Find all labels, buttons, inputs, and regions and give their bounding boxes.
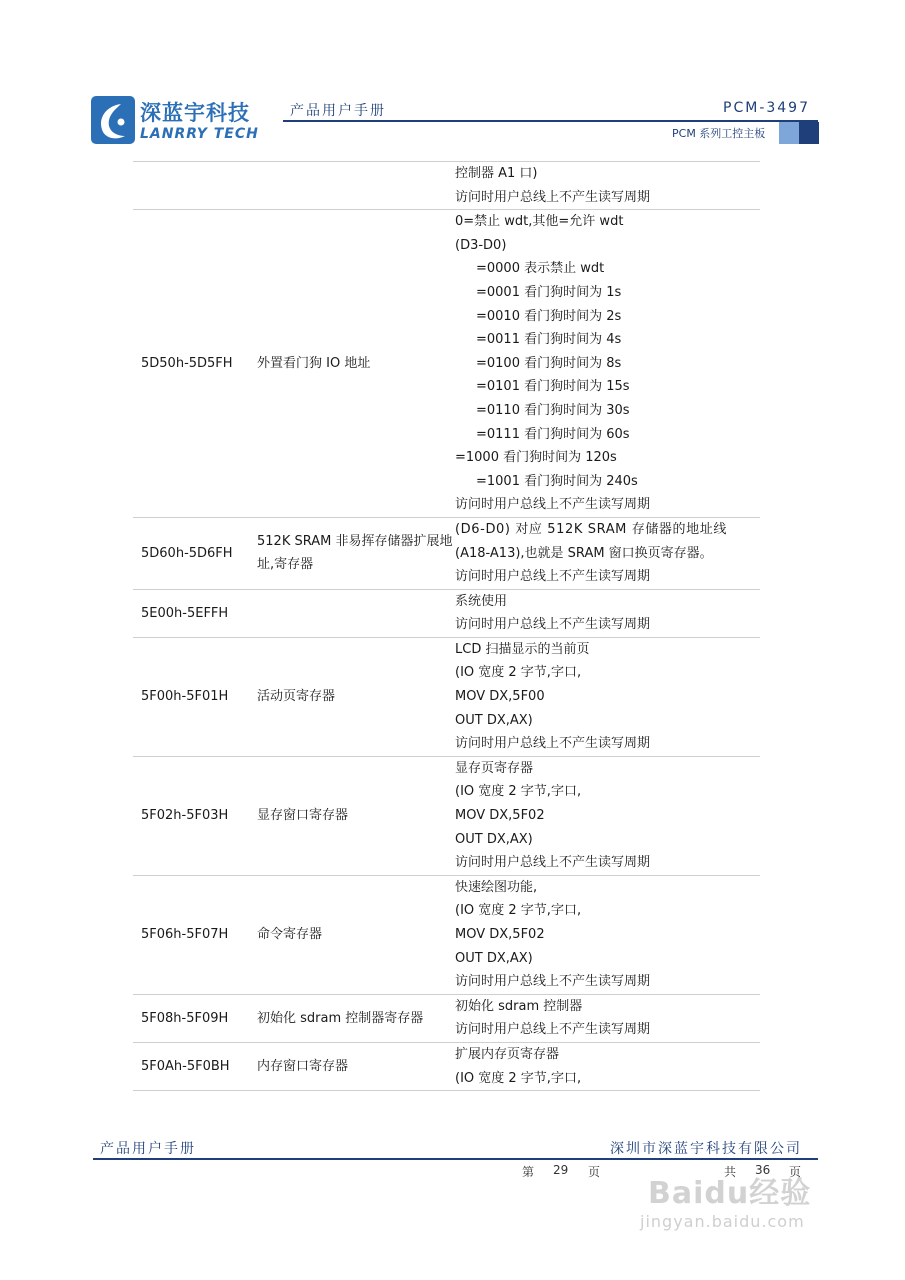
io-address: 5F08h-5F09H — [141, 1010, 229, 1026]
description-cell — [455, 162, 760, 209]
header-subtitle: PCM 系列工控主板 — [672, 127, 766, 140]
total-suffix: 页 — [789, 1165, 802, 1179]
description-line: (IO 宽度 2 字节,字口, — [455, 784, 582, 800]
logo-swirl-icon — [91, 96, 135, 144]
table-row — [133, 161, 760, 209]
table-row — [133, 756, 760, 875]
description-line: (A18-A13),也就是 SRAM 窗口换页寄存器。 — [455, 545, 713, 561]
register-name: 命令寄存器 — [257, 927, 323, 943]
register-name-cell — [257, 210, 455, 517]
description-line: 访问时用户总线上不产生读写周期 — [455, 974, 651, 990]
footer-rule — [93, 1158, 818, 1160]
register-name-cell — [257, 518, 455, 589]
register-name-cell — [257, 162, 455, 209]
register-name: 512K SRAM 非易挥存储器扩展地址,寄存器 — [257, 534, 453, 573]
io-address-cell — [133, 590, 257, 637]
description-line: 显存页寄存器 — [455, 760, 534, 776]
register-name: 活动页寄存器 — [257, 689, 336, 705]
description-line: =0110 看门狗时间为 30s — [476, 402, 630, 418]
table-row — [133, 589, 760, 637]
description-line: 快速绘图功能, — [455, 879, 538, 895]
watermark-url: jingyan.baidu.com — [640, 1212, 805, 1231]
description-line: =0100 看门狗时间为 8s — [476, 355, 622, 371]
description-line: =0010 看门狗时间为 2s — [476, 308, 622, 324]
description-line: 访问时用户总线上不产生读写周期 — [455, 189, 651, 205]
description-line: MOV DX,5F02 — [455, 808, 545, 824]
io-address-cell — [133, 1043, 257, 1090]
description-line: MOV DX,5F02 — [455, 927, 545, 942]
table-row — [133, 637, 760, 756]
logo-text-cn: 深蓝宇科技 — [140, 101, 250, 125]
total-prefix: 共 — [724, 1165, 737, 1179]
description-line: =0000 表示禁止 wdt — [476, 261, 605, 277]
description-cell — [455, 1043, 760, 1090]
logo-text-en: LANRRY TECH — [140, 126, 259, 142]
table-row — [133, 517, 760, 589]
io-address-cell — [133, 210, 257, 517]
footer-manual-title: 产品用户手册 — [100, 1141, 196, 1157]
register-name: 初始化 sdram 控制器寄存器 — [257, 1010, 424, 1026]
description-cell — [455, 518, 760, 589]
register-name: 内存窗口寄存器 — [257, 1059, 349, 1075]
description-line: 访问时用户总线上不产生读写周期 — [455, 497, 651, 513]
baidu-watermark — [640, 1168, 855, 1248]
description-line: 控制器 A1 口) — [455, 166, 538, 181]
io-address-cell — [133, 876, 257, 994]
io-address-cell — [133, 995, 257, 1042]
description-cell — [455, 210, 760, 517]
description-line: 扩展内存页寄存器 — [455, 1046, 560, 1062]
register-name-cell — [257, 1043, 455, 1090]
table-row — [133, 875, 760, 994]
description-line: =0111 看门狗时间为 60s — [476, 426, 630, 442]
description-cell — [455, 876, 760, 994]
io-address: 5D50h-5D5FH — [141, 356, 233, 372]
description-line: OUT DX,AX) — [455, 950, 533, 966]
table-row — [133, 1042, 760, 1091]
page-suffix: 页 — [588, 1165, 601, 1179]
description-line: 0=禁止 wdt,其他=允许 wdt — [455, 214, 624, 230]
description-line: 系统使用 — [455, 593, 508, 609]
footer-company: 深圳市深蓝宇科技有限公司 — [610, 1141, 802, 1157]
header-rule — [283, 120, 818, 122]
description-line: =1000 看门狗时间为 120s — [455, 450, 617, 466]
total-pages: 36 — [755, 1163, 771, 1177]
table-row — [133, 994, 760, 1042]
description-line: 访问时用户总线上不产生读写周期 — [455, 569, 651, 585]
page-number: 29 — [553, 1163, 569, 1177]
description-line: =0011 看门狗时间为 4s — [476, 332, 622, 348]
register-name-cell — [257, 590, 455, 637]
description-line: (D6-D0) 对应 512K SRAM 存储器的地址线 — [455, 521, 727, 537]
register-name-cell — [257, 757, 455, 875]
register-name: 显存窗口寄存器 — [257, 808, 349, 824]
io-address: 5E00h-5EFFH — [141, 605, 229, 621]
description-line: 访问时用户总线上不产生读写周期 — [455, 1022, 651, 1038]
register-name: 外置看门狗 IO 地址 — [257, 356, 371, 372]
register-name-cell — [257, 638, 455, 756]
io-address: 5F00h-5F01H — [141, 689, 229, 705]
page-prefix: 第 — [522, 1165, 535, 1179]
description-line: 初始化 sdram 控制器 — [455, 998, 583, 1014]
register-name-cell — [257, 995, 455, 1042]
description-line: =1001 看门狗时间为 240s — [476, 473, 638, 489]
description-cell — [455, 638, 760, 756]
io-address-cell — [133, 757, 257, 875]
description-line: OUT DX,AX) — [455, 712, 533, 728]
description-line: =0101 看门狗时间为 15s — [476, 379, 630, 395]
table-row — [133, 209, 760, 517]
description-line: (IO 宽度 2 字节,字口, — [455, 1070, 582, 1086]
description-line: (IO 宽度 2 字节,字口, — [455, 665, 582, 681]
description-line: LCD 扫描显示的当前页 — [455, 641, 590, 657]
io-address: 5F06h-5F07H — [141, 927, 229, 943]
header-accent-dark — [799, 122, 819, 144]
description-line: =0001 看门狗时间为 1s — [476, 284, 622, 300]
io-address-cell — [133, 518, 257, 589]
io-address-cell — [133, 162, 257, 209]
watermark-brand: Baidu经验 — [648, 1176, 812, 1211]
description-line: MOV DX,5F00 — [455, 689, 545, 705]
company-logo — [91, 96, 266, 146]
header-model: PCM-3497 — [723, 100, 810, 116]
register-name-cell — [257, 876, 455, 994]
io-address-cell — [133, 638, 257, 756]
description-cell — [455, 757, 760, 875]
description-line: 访问时用户总线上不产生读写周期 — [455, 736, 651, 752]
register-table — [133, 161, 760, 1091]
description-cell — [455, 995, 760, 1042]
header-accent-light — [779, 122, 799, 144]
description-line: 访问时用户总线上不产生读写周期 — [455, 855, 651, 871]
io-address: 5F02h-5F03H — [141, 808, 229, 824]
description-line: (D3-D0) — [455, 237, 507, 253]
io-address: 5D60h-5D6FH — [141, 545, 233, 561]
header-manual-title: 产品用户手册 — [290, 103, 386, 119]
description-cell — [455, 590, 760, 637]
description-line: (IO 宽度 2 字节,字口, — [455, 903, 582, 919]
io-address: 5F0Ah-5F0BH — [141, 1059, 230, 1075]
description-line: OUT DX,AX) — [455, 831, 533, 847]
description-line: 访问时用户总线上不产生读写周期 — [455, 617, 651, 633]
